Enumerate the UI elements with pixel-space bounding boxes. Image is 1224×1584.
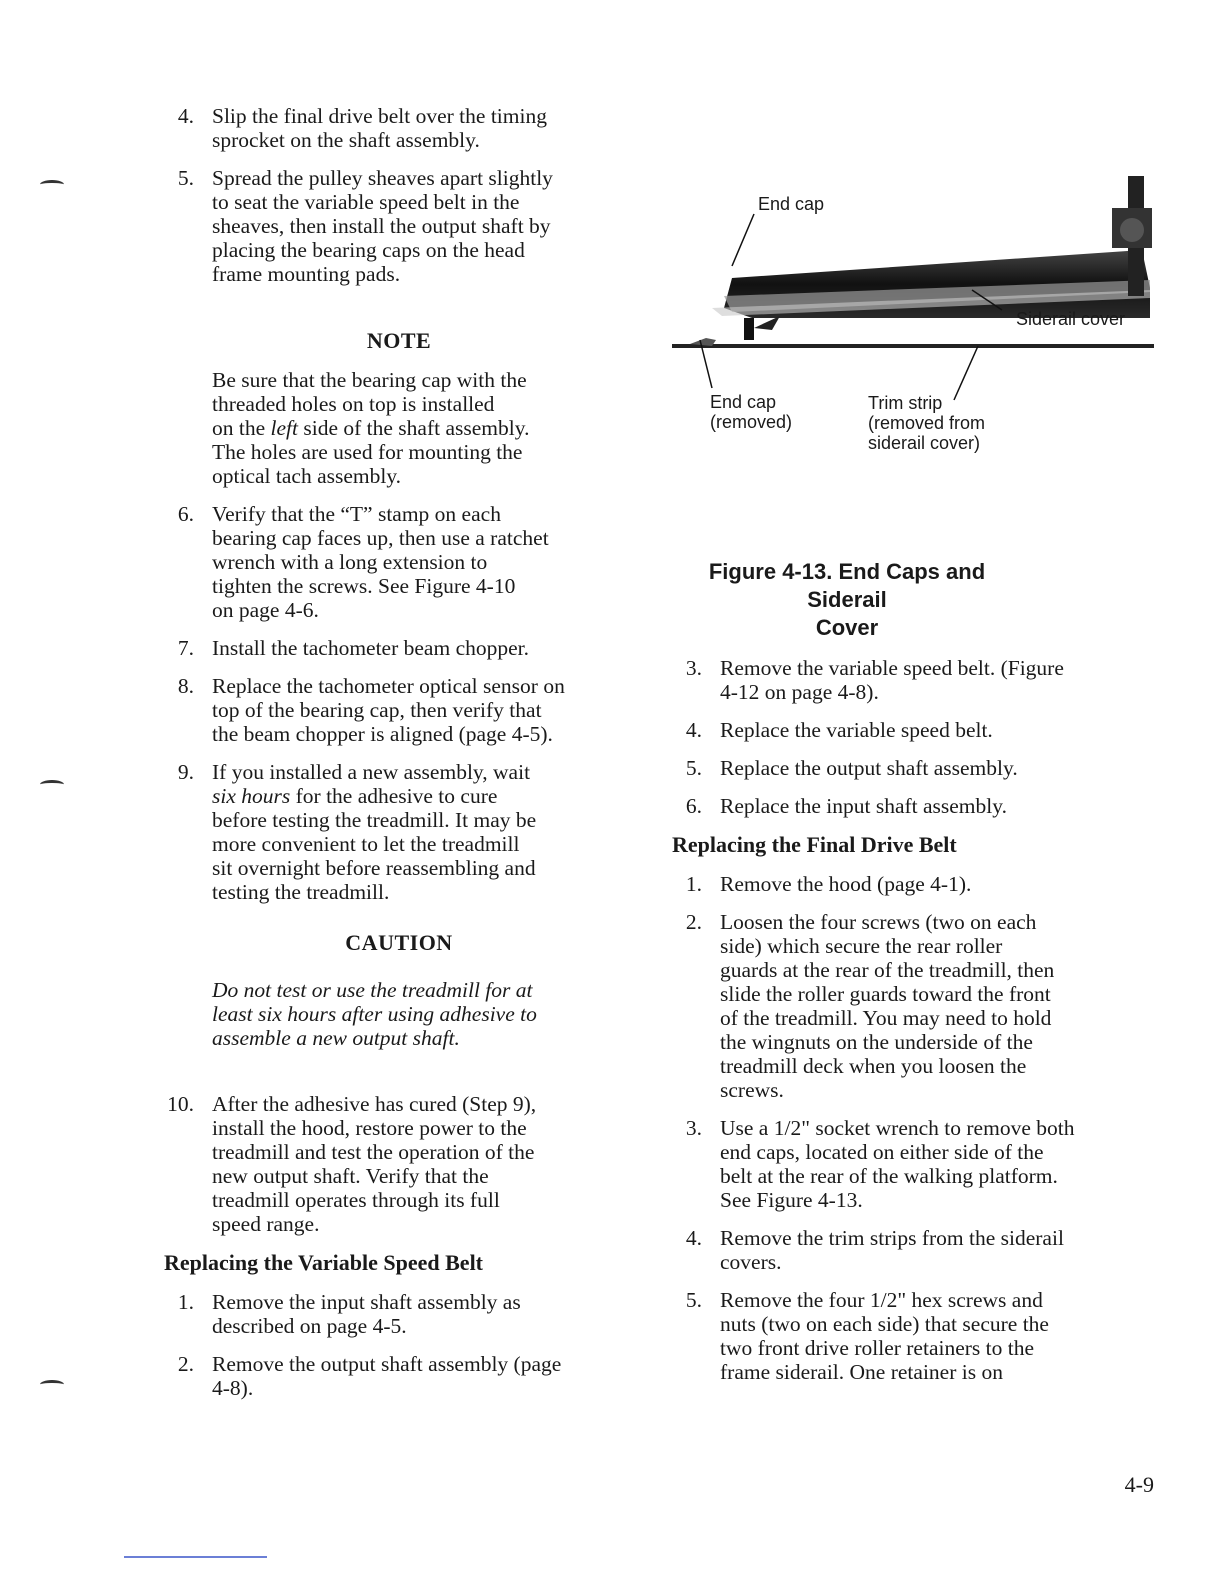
change-bar-mark <box>40 780 64 789</box>
note-body <box>164 368 634 488</box>
step-line: See Figure 4-13. <box>720 1188 863 1212</box>
step-item <box>164 502 634 622</box>
section-heading-final-drive-belt: Replacing the Final Drive Belt <box>672 832 957 857</box>
step-number: 8. <box>177 674 194 698</box>
right-column <box>672 656 1152 1398</box>
step-line: frame mounting pads. <box>212 262 401 286</box>
step-line: treadmill deck when you loosen the <box>720 1054 1027 1078</box>
note-line: optical tach assembly. <box>212 464 402 488</box>
step-number: 7. <box>177 636 194 660</box>
step-number: 4. <box>685 718 702 742</box>
step-item <box>672 756 1152 780</box>
step-line: on page 4-6. <box>212 598 319 622</box>
step-line: the beam chopper is aligned (page 4-5). <box>212 722 553 746</box>
change-bar-mark <box>40 180 64 189</box>
step-line: to seat the variable speed belt in the <box>212 190 520 214</box>
step-number: 1. <box>177 1290 194 1314</box>
step-line: Install the tachometer beam chopper. <box>212 636 529 660</box>
note-title: NOTE <box>366 328 432 353</box>
step-line: guards at the rear of the treadmill, then <box>720 958 1055 982</box>
step-line: Remove the trim strips from the siderail <box>720 1226 1064 1250</box>
step-line: Replace the variable speed belt. <box>720 718 993 742</box>
step-line: Replace the tachometer optical sensor on <box>212 674 565 698</box>
step-line: placing the bearing caps on the head <box>212 238 525 262</box>
step-item <box>164 1290 634 1338</box>
step-line: frame siderail. One retainer is on <box>720 1360 1003 1384</box>
step-number: 3. <box>685 1116 702 1140</box>
note-block <box>164 328 634 488</box>
step-line: 4-12 on page 4-8). <box>720 680 879 704</box>
step-item: 9. If you installed a new assembly, wait six hours for the adhesive to cure before testing the treadmill. It may be more convenient to let the treadmill sit overnight before reassembling and testing the treadmill. <box>177 760 537 904</box>
step-line: sheaves, then install the output shaft by <box>212 214 551 238</box>
step-item <box>672 872 1152 896</box>
step-line: Use a 1/2" socket wrench to remove both <box>720 1116 1075 1140</box>
change-bar-mark <box>40 1380 64 1389</box>
step-item <box>672 1226 1152 1274</box>
step-number: 5. <box>177 166 194 190</box>
step-line: speed range. <box>212 1212 320 1236</box>
note-line: on the left side of the shaft assembly. <box>212 416 530 440</box>
label-end-cap-removed: End cap (removed) <box>710 392 793 432</box>
step-number: 2. <box>177 1352 194 1376</box>
step-line: Replace the input shaft assembly. <box>720 794 1007 818</box>
label-trim-strip: Trim strip (removed from siderail cover) <box>868 393 986 453</box>
step-line: screws. <box>720 1078 784 1102</box>
step-item <box>672 718 1152 742</box>
step-number: 4. <box>177 104 194 128</box>
step-item <box>164 104 634 152</box>
step-item <box>164 1352 634 1400</box>
caution-title: CAUTION <box>345 930 453 955</box>
note-line: The holes are used for mounting the <box>212 440 523 464</box>
step-number: 10. <box>167 1092 194 1116</box>
step-line: sprocket on the shaft assembly. <box>212 128 480 152</box>
step-line: nuts (two on each side) that secure the <box>720 1312 1049 1336</box>
step-item <box>164 636 634 660</box>
step-line: top of the bearing cap, then verify that <box>212 698 542 722</box>
step-line: tighten the screws. See Figure 4-10 <box>212 574 516 598</box>
step-number: 3. <box>685 656 702 680</box>
step-line: of the treadmill. You may need to hold <box>720 1006 1052 1030</box>
step-item <box>672 794 1152 818</box>
label-end-cap: End cap <box>758 194 825 214</box>
step-line: bearing cap faces up, then use a ratchet <box>212 526 549 550</box>
label-siderail-cover: Siderail cover <box>1016 309 1126 329</box>
step-line: new output shaft. Verify that the <box>212 1164 489 1188</box>
footer-rule <box>124 1556 267 1558</box>
step-number: 4. <box>685 1226 702 1250</box>
left-column <box>164 104 634 1414</box>
section-heading-variable-speed-belt: Replacing the Variable Speed Belt <box>164 1250 484 1275</box>
step-line: end caps, located on either side of the <box>720 1140 1044 1164</box>
step-number: 5. <box>685 1288 702 1312</box>
step-item <box>672 656 1152 704</box>
caution-body: Do not test or use the treadmill for at least six hours after using adhesive to assemble a new output shaft. <box>212 978 537 1050</box>
step-item <box>672 1116 1152 1212</box>
step-line: Loosen the four screws (two on each <box>720 910 1037 934</box>
step-line: install the hood, restore power to the <box>212 1116 527 1140</box>
figure-end-caps-siderail <box>672 168 1154 468</box>
step-number: 6. <box>177 502 194 526</box>
step-item <box>672 1288 1152 1384</box>
step-line: Remove the hood (page 4-1). <box>720 872 972 896</box>
step-line: belt at the rear of the walking platform. <box>720 1164 1058 1188</box>
step-line: the wingnuts on the underside of the <box>720 1030 1033 1054</box>
step-line: After the adhesive has cured (Step 9), <box>212 1092 537 1116</box>
step-number: 6. <box>685 794 702 818</box>
caution-block <box>164 930 634 1050</box>
step-line: Remove the four 1/2" hex screws and <box>720 1288 1043 1312</box>
step-line: wrench with a long extension to <box>212 550 488 574</box>
step-line: Remove the input shaft assembly as <box>212 1290 521 1314</box>
note-line: Be sure that the bearing cap with the <box>212 368 527 392</box>
step-item <box>164 1092 634 1236</box>
step-number: 2. <box>685 910 702 934</box>
step-line: described on page 4-5. <box>212 1314 407 1338</box>
step-line: treadmill and test the operation of the <box>212 1140 535 1164</box>
step-line: Slip the final drive belt over the timing <box>212 104 547 128</box>
step-line: slide the roller guards toward the front <box>720 982 1051 1006</box>
step-line: Remove the output shaft assembly (page <box>212 1352 562 1376</box>
note-line: threaded holes on top is installed <box>212 392 495 416</box>
step-line: Remove the variable speed belt. (Figure <box>720 656 1064 680</box>
step-item <box>164 674 634 746</box>
step-number: 5. <box>685 756 702 780</box>
step-line: 4-8). <box>212 1376 254 1400</box>
step-line: Replace the output shaft assembly. <box>720 756 1018 780</box>
figure-caption: Figure 4-13. End Caps and Siderail Cover <box>708 559 986 640</box>
step-item <box>164 166 634 286</box>
page-number: 4-9 <box>1124 1472 1154 1497</box>
step-line: side) which secure the rear roller <box>720 934 1003 958</box>
step-line: two front drive roller retainers to the <box>720 1336 1035 1360</box>
step-line: covers. <box>720 1250 782 1274</box>
step-line: Verify that the “T” stamp on each <box>212 502 501 526</box>
step-line: treadmill operates through its full <box>212 1188 500 1212</box>
step-number: 1. <box>685 872 702 896</box>
step-item <box>672 910 1152 1102</box>
step-line: Spread the pulley sheaves apart slightly <box>212 166 553 190</box>
